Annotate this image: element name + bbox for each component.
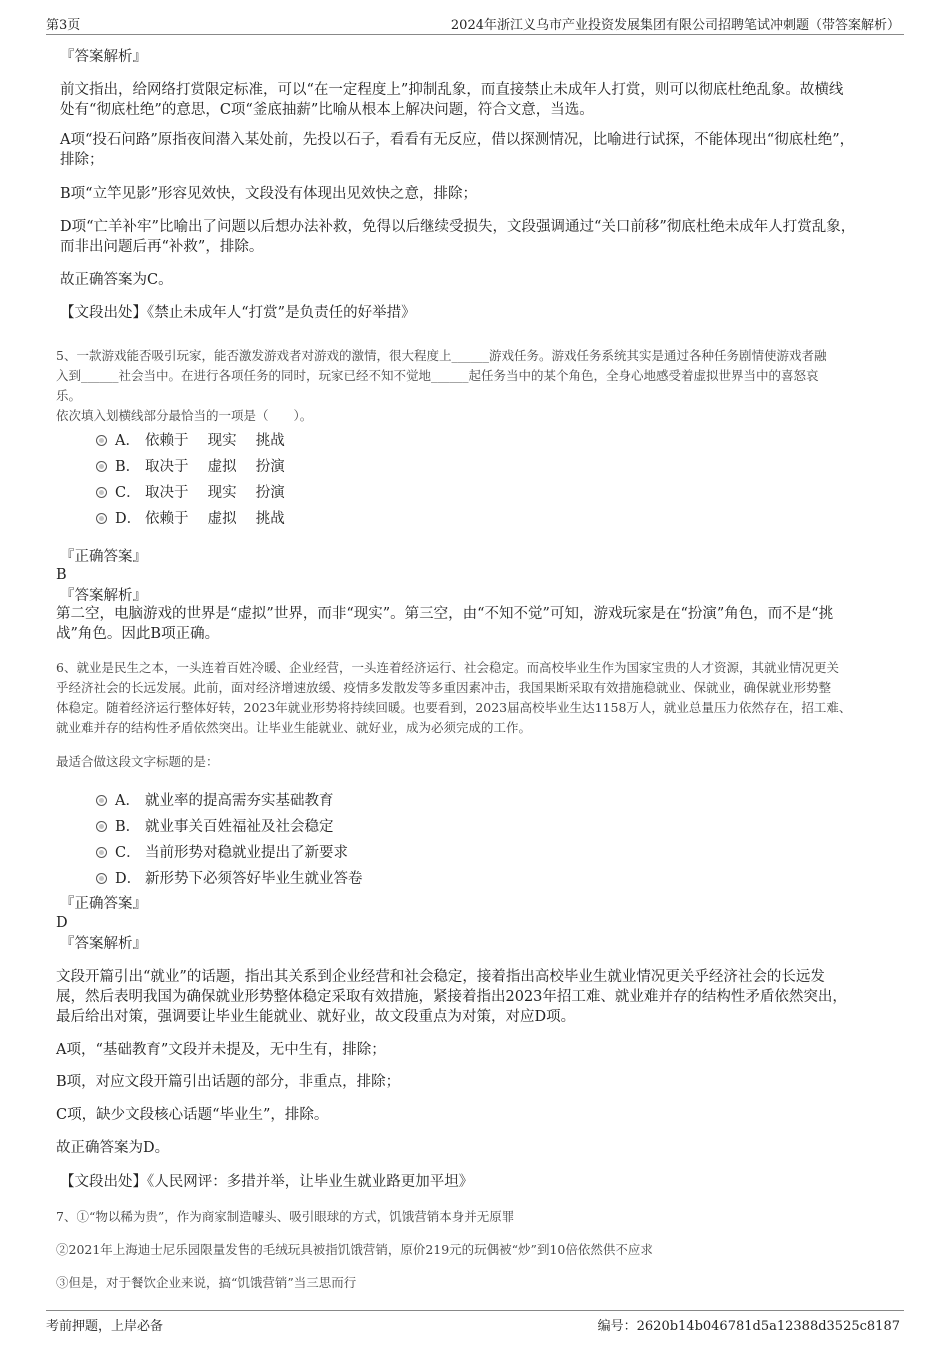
correct-answer: B	[56, 567, 67, 583]
answer-heading: 『正确答案』	[60, 549, 147, 565]
source-citation: 【文段出处】《人民网评：多措并举，让毕业生就业路更加平坦》	[60, 1174, 474, 1190]
analysis-line: 排除；	[60, 152, 104, 168]
page-number: 第3页	[46, 18, 81, 33]
question-line: ③但是，对于餐饮企业来说，搞“饥饿营销”当三思而行	[56, 1275, 357, 1290]
analysis-line: 前文指出，给网络打赏限定标准，可以“在一定程度上”抑制乱象，而直接禁止未成年人打赏，则可以彻底杜绝乱象。故横线	[60, 82, 844, 98]
page-header	[46, 12, 904, 35]
question-line: 6、就业是民生之本，一头连着百姓冷暖、企业经营，一头连着经济运行、社会稳定。而高校毕业生作为国家宝贵的人才资源，其就业情况更关	[56, 660, 839, 675]
analysis-line: B项，对应文段开篇引出话题的部分，非重点，排除；	[56, 1074, 401, 1090]
question-line: 乎经济社会的长远发展。此前，面对经济增速放缓、疫情多发散发等多重因素冲击，我国果断采取有效措施稳就业、保就业，确保就业形势整	[56, 680, 832, 695]
radio-icon[interactable]	[96, 513, 107, 524]
analysis-conclusion: 故正确答案为D。	[56, 1140, 170, 1156]
correct-answer: D	[56, 915, 68, 931]
question-prompt: 依次填入划横线部分最恰当的一项是（ ）。	[56, 408, 313, 423]
analysis-line: A项“投石问路”原指夜间潜入某处前，先投以石子，看看有无反应，借以探测情况，比喻进行试探，不能体现出“彻底杜绝”，	[60, 132, 855, 148]
analysis-heading: 『答案解析』	[60, 49, 147, 65]
option-d[interactable]: D． 新形势下必须答好毕业生就业答卷	[96, 867, 363, 888]
page-footer	[46, 1310, 904, 1337]
analysis-line: 第二空，电脑游戏的世界是“虚拟”世界，而非“现实”。第三空，由“不知不觉”可知，游戏玩家是在“扮演”角色，而不是“挑	[56, 606, 834, 622]
answer-heading: 『正确答案』	[60, 896, 147, 912]
question-line: 5、一款游戏能否吸引玩家，能否激发游戏者对游戏的激情，很大程度上______游戏任务。游戏任务系统其实是通过各种任务剧情使游戏者融	[56, 348, 827, 363]
radio-icon[interactable]	[96, 821, 107, 832]
analysis-line: 最后给出对策，强调要让毕业生能就业、就好业，故文段重点为对策，对应D项。	[56, 1009, 576, 1025]
analysis-heading: 『答案解析』	[60, 936, 147, 952]
source-citation: 【文段出处】《禁止未成年人“打赏”是负责任的好举措》	[60, 305, 416, 321]
document-title: 2024年浙江义乌市产业投资发展集团有限公司招聘笔试冲刺题（带答案解析）	[450, 18, 900, 33]
question-line: 入到______社会当中。在进行各项任务的同时，玩家已经不知不觉地______起任务当中的某个角色，全身心地感受着虚拟世界当中的喜怒哀	[56, 368, 819, 383]
document-id: 编号：2620b14b046781d5a12388d3525c8187	[597, 1319, 900, 1334]
analysis-line: 而非出问题后再“补救”，排除。	[60, 239, 264, 255]
radio-icon[interactable]	[96, 847, 107, 858]
analysis-line: C项，缺少文段核心话题“毕业生”，排除。	[56, 1107, 329, 1123]
radio-icon[interactable]	[96, 487, 107, 498]
question-line: 就业难并存的结构性矛盾依然突出。让毕业生能就业、就好业，成为必须完成的工作。	[56, 720, 532, 735]
option-c[interactable]: C． 取决于 现实 扮演	[96, 481, 285, 502]
question-line: 体稳定。随着经济运行整体好转，2023年就业形势将持续回暖。也要看到，2023届高校毕业生达1158万人，就业总量压力依然存在，招工难、	[56, 700, 852, 715]
analysis-line: A项，“基础教育”文段并未提及，无中生有，排除；	[56, 1042, 386, 1058]
question-line: ②2021年上海迪士尼乐园限量发售的毛绒玩具被指饥饿营销，原价219元的玩偶被“炒”到10倍依然供不应求	[56, 1242, 653, 1257]
analysis-line: B项“立竿见影”形容见效快，文段没有体现出见效快之意，排除；	[60, 186, 477, 202]
radio-icon[interactable]	[96, 795, 107, 806]
radio-icon[interactable]	[96, 873, 107, 884]
radio-icon[interactable]	[96, 461, 107, 472]
option-a[interactable]: A． 就业率的提高需夯实基础教育	[96, 789, 334, 810]
analysis-line: 文段开篇引出“就业”的话题，指出其关系到企业经营和社会稳定，接着指出高校毕业生就业情况更关乎经济社会的长远发	[56, 969, 825, 985]
footer-slogan: 考前押题，上岸必备	[46, 1319, 164, 1334]
analysis-line: 展，然后表明我国为确保就业形势整体稳定采取有效措施，紧接着指出2023年招工难、就业难并存的结构性矛盾依然突出，	[56, 989, 847, 1005]
option-d[interactable]: D． 依赖于 虚拟 挑战	[96, 507, 285, 528]
option-c[interactable]: C． 当前形势对稳就业提出了新要求	[96, 841, 348, 862]
analysis-line: 处有“彻底杜绝”的意思，C项“釜底抽薪”比喻从根本上解决问题，符合文意，当选。	[60, 102, 594, 118]
question-prompt: 最适合做这段文字标题的是：	[56, 754, 219, 769]
option-b[interactable]: B． 取决于 虚拟 扮演	[96, 455, 285, 476]
question-line: 乐。	[56, 388, 82, 403]
analysis-line: D项“亡羊补牢”比喻出了问题以后想办法补救，免得以后继续受损失，文段强调通过“关口前移”彻底杜绝未成年人打赏乱象，	[60, 219, 856, 235]
analysis-heading: 『答案解析』	[60, 588, 147, 604]
option-a[interactable]: A． 依赖于 现实 挑战	[96, 429, 285, 450]
analysis-conclusion: 故正确答案为C。	[60, 272, 173, 288]
radio-icon[interactable]	[96, 435, 107, 446]
analysis-line: 战”角色。因此B项正确。	[56, 626, 220, 642]
option-b[interactable]: B． 就业事关百姓福祉及社会稳定	[96, 815, 334, 836]
question-line: 7、①“物以稀为贵”，作为商家制造噱头、吸引眼球的方式，饥饿营销本身并无原罪	[56, 1209, 515, 1224]
